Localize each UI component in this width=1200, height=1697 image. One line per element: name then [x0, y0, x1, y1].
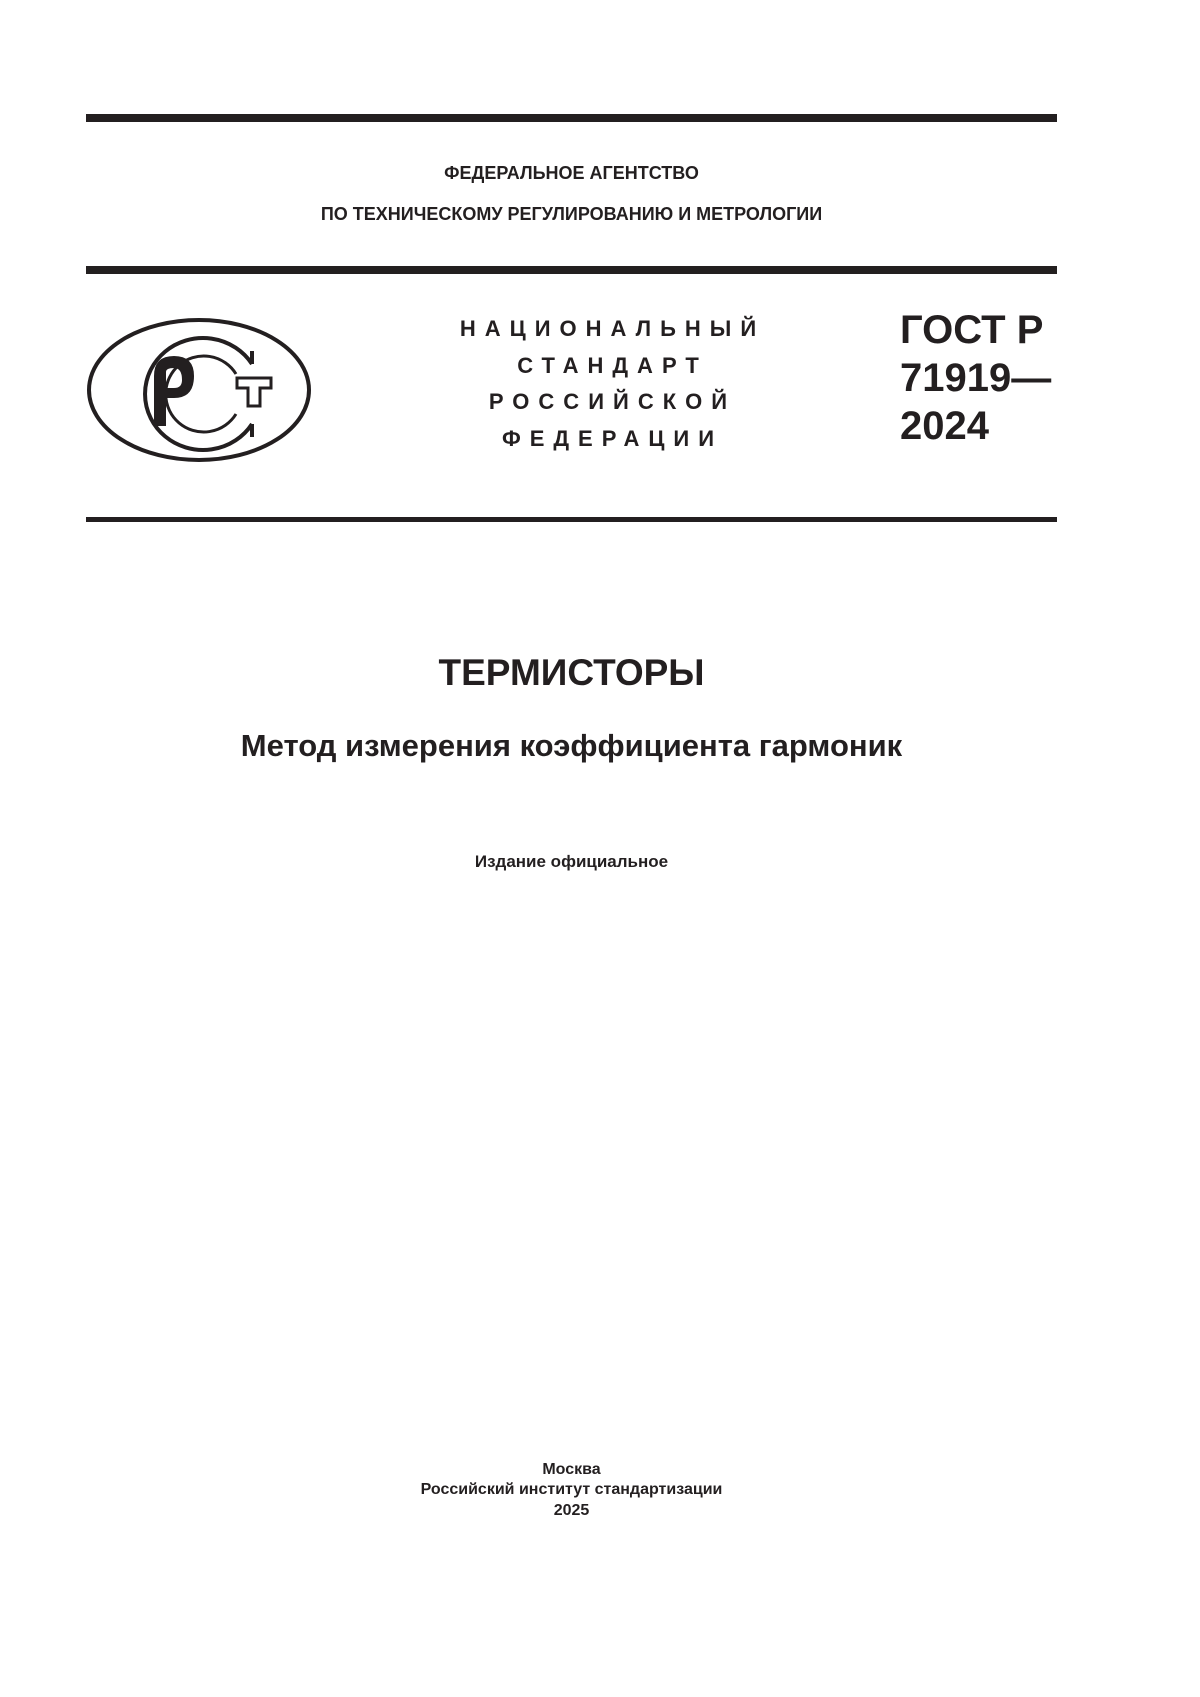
- national-standard-line: НАЦИОНАЛЬНЫЙ: [459, 316, 766, 341]
- national-standard-line: ФЕДЕРАЦИИ: [501, 425, 724, 451]
- rst-logo-icon: [86, 316, 316, 464]
- agency-line-1: ФЕДЕРАЛЬНОЕ АГЕНТСТВО: [444, 163, 699, 183]
- designation-line: 2024: [900, 404, 989, 448]
- document-subtitle: Метод измерения коэффициента гармоник: [240, 728, 903, 763]
- national-standard-label: [420, 311, 805, 457]
- top-rule: [86, 114, 1057, 122]
- imprint-publisher: Российский институт стандартизации: [420, 1481, 723, 1498]
- national-standard-line: СТАНДАРТ: [517, 352, 708, 378]
- designation-line: ГОСТ Р: [900, 308, 1044, 352]
- middle-rule: [86, 266, 1057, 274]
- bottom-rule: [86, 517, 1057, 522]
- standard-designation: [900, 306, 1051, 450]
- imprint-year: 2025: [553, 1502, 590, 1519]
- imprint-city: Москва: [542, 1461, 601, 1478]
- edition-label: Издание официальное: [474, 852, 669, 871]
- national-standard-line: РОССИЙСКОЙ: [488, 389, 737, 414]
- document-title: ТЕРМИСТОРЫ: [438, 652, 705, 693]
- agency-line-2: ПО ТЕХНИЧЕСКОМУ РЕГУЛИРОВАНИЮ И МЕТРОЛОГИИ: [320, 204, 823, 224]
- designation-line: 71919—: [900, 356, 1052, 400]
